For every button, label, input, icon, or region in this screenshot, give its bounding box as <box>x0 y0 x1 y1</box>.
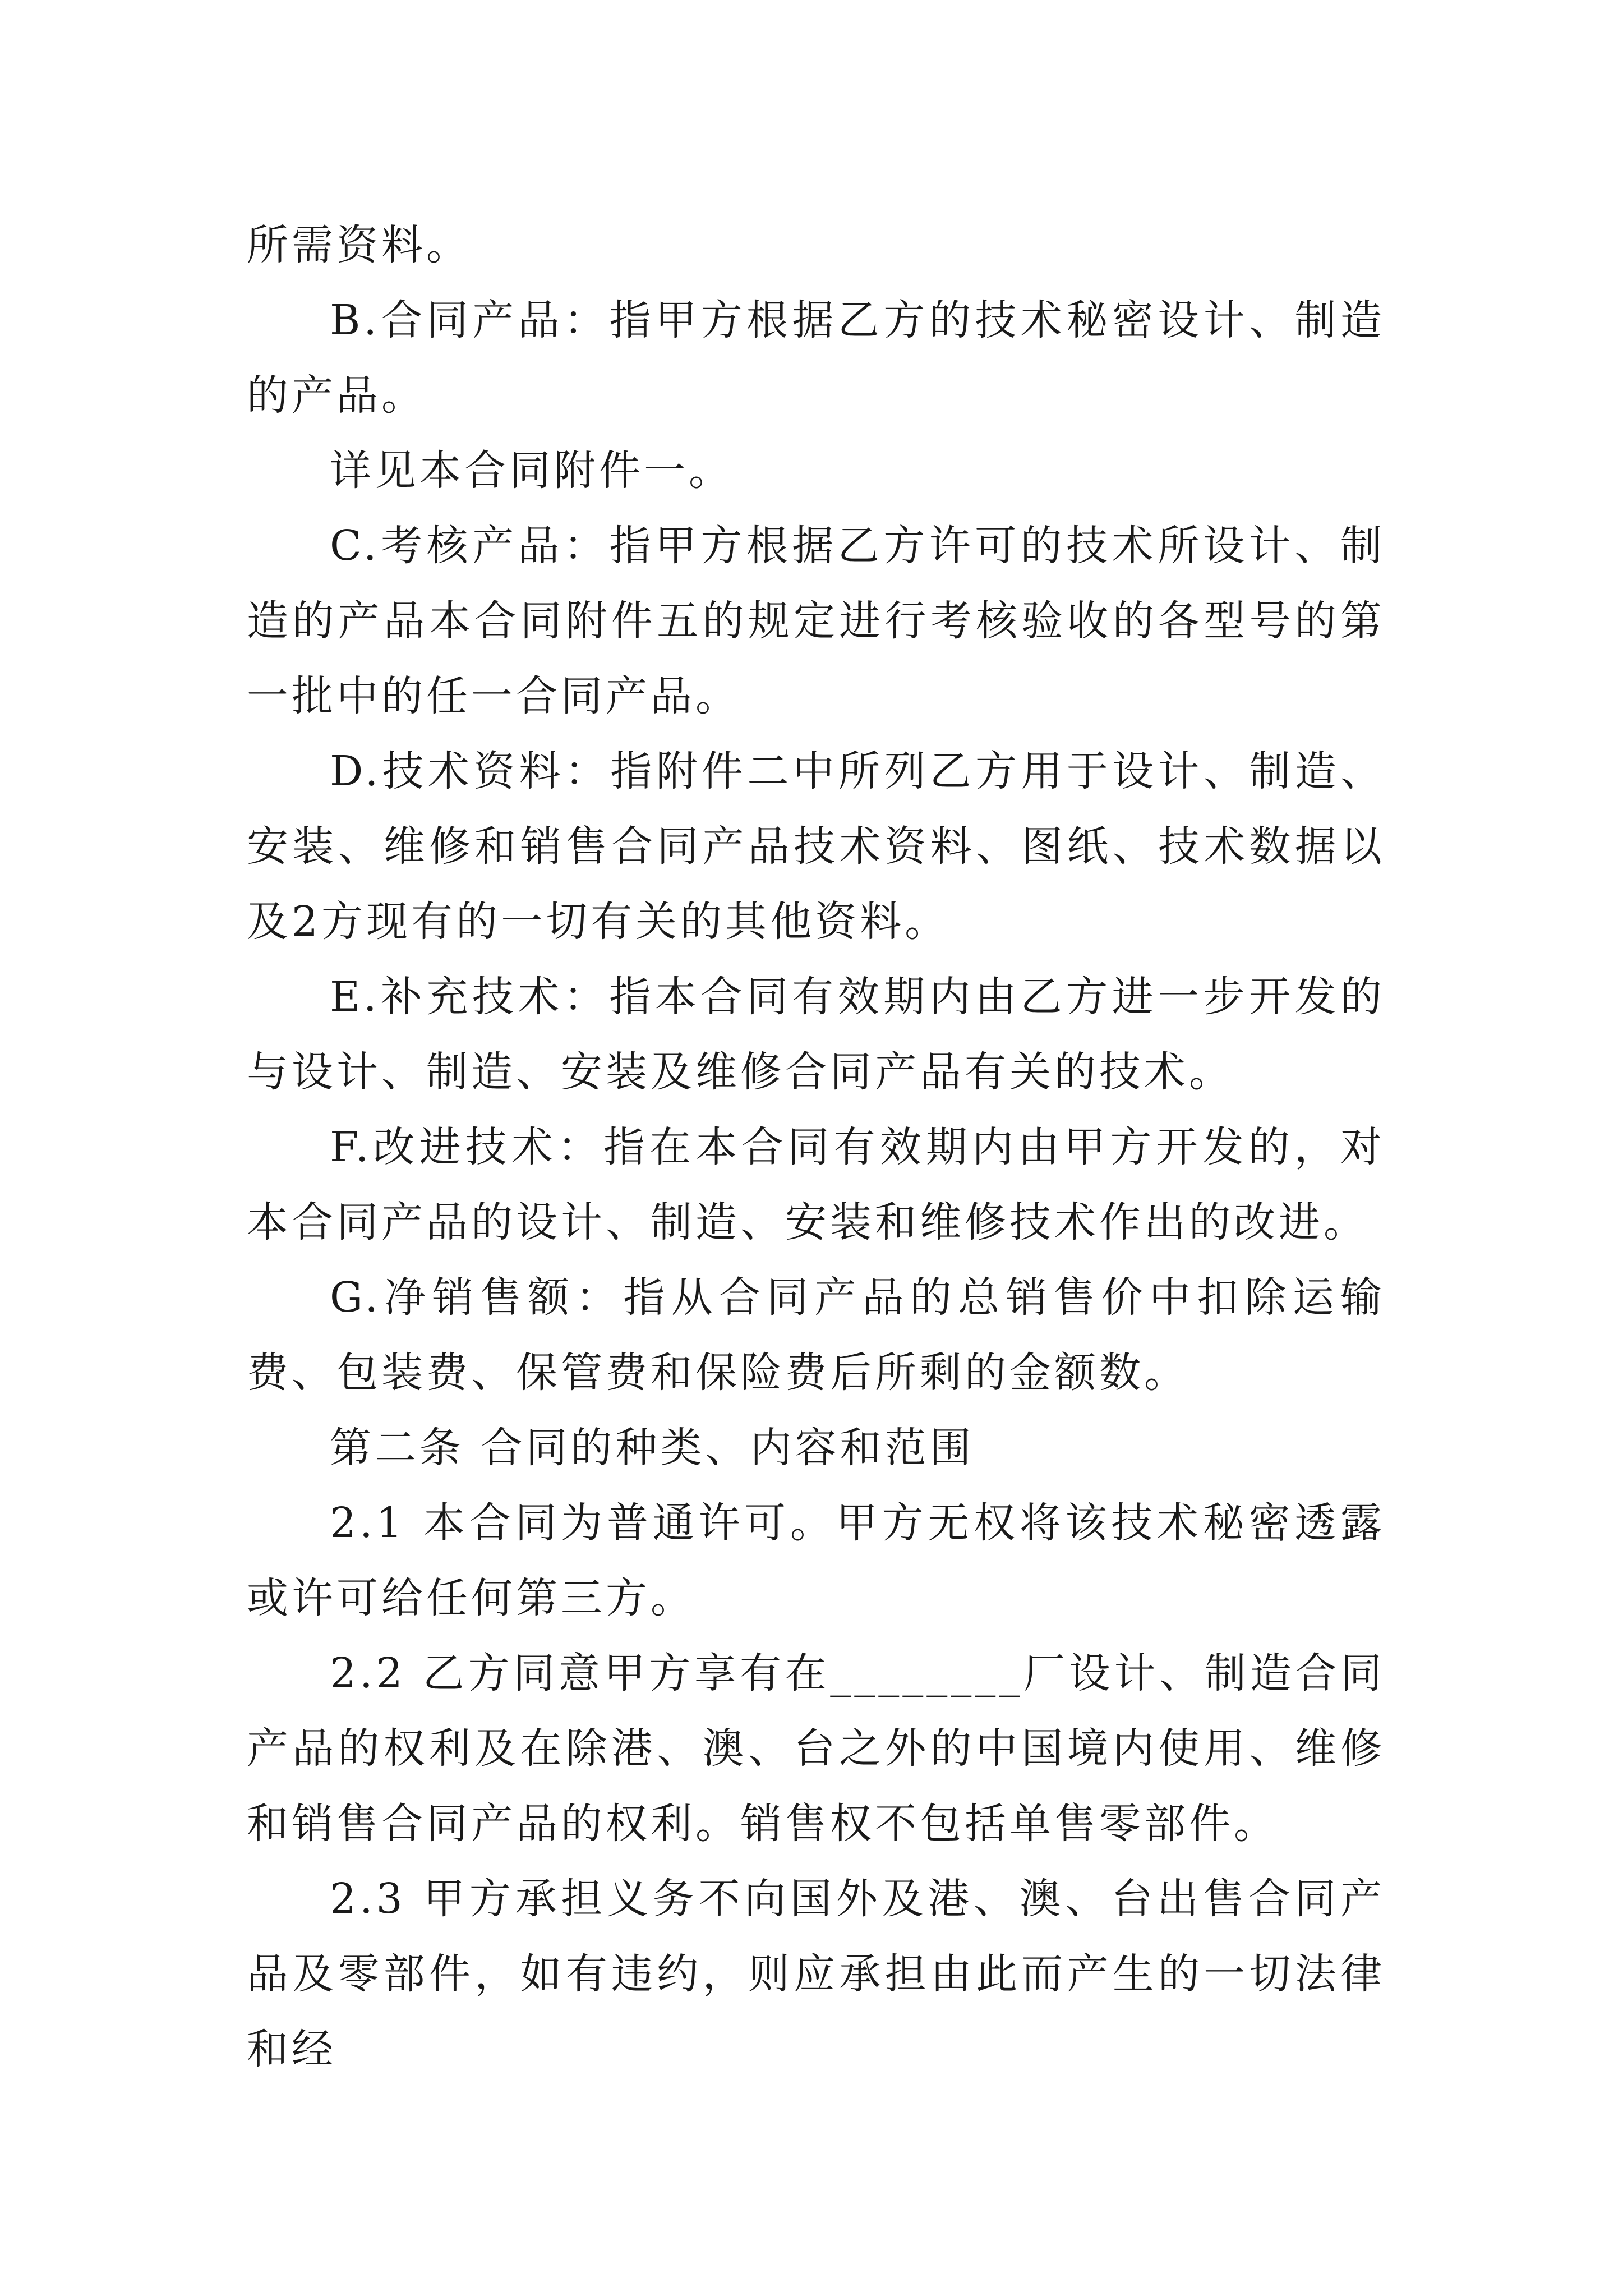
paragraph-definition-b: B.合同产品：指甲方根据乙方的技术秘密设计、制造的产品。 <box>247 296 1385 420</box>
paragraph-definition-d: D.技术资料：指附件二中所列乙方用于设计、制造、安装、维修和销售合同产品技术资料、图纸、技术数据以及2方现有的一切有关的其他资料。 <box>247 747 1385 946</box>
paragraph-clause-2-3: 2.3 甲方承担义务不向国外及港、澳、台出售合同产品及零部件，如有违约，则应承担由此而产生的一切法律和经 <box>247 1875 1385 2073</box>
paragraph-definition-e: E.补充技术：指本合同有效期内由乙方进一步开发的与设计、制造、安装及维修合同产品有关的技术。 <box>247 973 1385 1096</box>
paragraph-annex-reference: 详见本合同附件一。 <box>330 447 734 495</box>
paragraph-continuation: 所需资料。 <box>247 221 471 269</box>
paragraph-clause-2-1: 2.1 本合同为普通许可。甲方无权将该技术秘密透露或许可给任何第三方。 <box>247 1499 1385 1622</box>
paragraph-definition-f: F.改进技术：指在本合同有效期内由甲方开发的，对本合同产品的设计、制造、安装和维修技术作出的改进。 <box>247 1123 1385 1246</box>
paragraph-clause-2-2: 2.2 乙方同意甲方享有在________厂设计、制造合同产品的权利及在除港、澳、台之外的中国境内使用、维修和销售合同产品的权利。销售权不包括单售零部件。 <box>247 1649 1385 1848</box>
paragraph-definition-g: G.净销售额：指从合同产品的总销售价中扣除运输费、包装费、保管费和保险费后所剩的金额数。 <box>247 1273 1385 1397</box>
document-body <box>247 208 1385 2087</box>
section-heading-article-2: 第二条 合同的种类、内容和范围 <box>330 1424 975 1472</box>
paragraph-definition-c: C.考核产品：指甲方根据乙方许可的技术所设计、制造的产品本合同附件五的规定进行考核验收的各型号的第一批中的任一合同产品。 <box>247 522 1385 720</box>
